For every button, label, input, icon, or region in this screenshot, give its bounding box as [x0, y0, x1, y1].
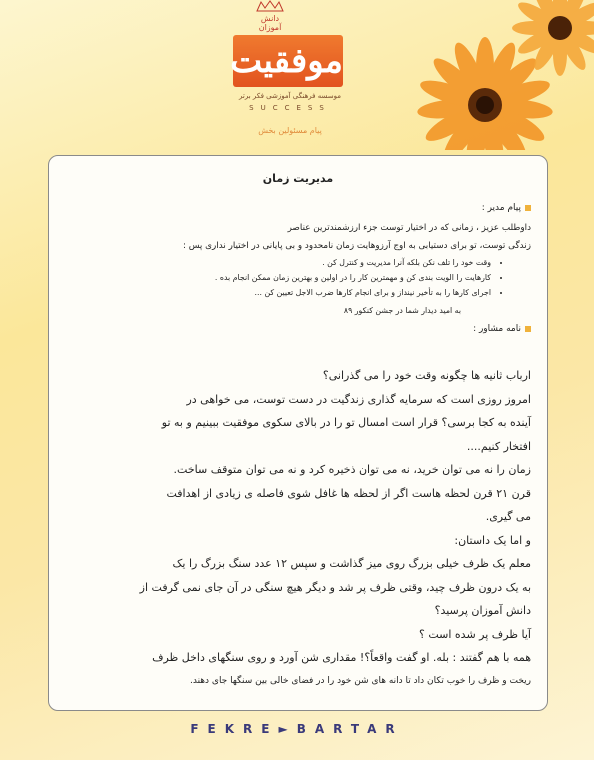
logo-english: SUCCESS — [249, 104, 331, 112]
flower-decoration-icon — [410, 0, 594, 150]
letter-line: به یک درون ظرف چید، وقتی ظرف پر شد و دیگر هیچ سنگی در آن جای نمی گرفت از — [139, 580, 531, 594]
advisor-section-label — [65, 324, 531, 334]
letter-line: معلم یک ظرف خیلی بزرگ روی میز گذاشت و سپس ۱۲ عدد سنگ بزرگ را یک — [172, 557, 531, 570]
manager-line: داوطلب عزیز ، زمانی که در اختیار توست جزء ارزشمندترین عناصر — [287, 223, 531, 233]
letter-line: ارباب ثانیه ها چگونه وقت خود را می گذرانی؟ — [322, 369, 531, 382]
letter-line: امروز روزی است که سرمایه گذاری زندگیت در دست توست، می خواهی در — [186, 392, 531, 406]
letter-line: و اما یک داستان: — [454, 533, 531, 547]
manager-section-label — [65, 203, 531, 213]
bullet-list — [65, 255, 531, 300]
footer-brand-left: FEKRE — [190, 722, 279, 736]
list-item: • وقت خود را تلف نکن بلکه آنرا مدیریت و کنترل کن . — [65, 255, 491, 270]
letter-line: زمان را نه می توان خرید، نه می توان ذخیره کرد و نه می توان متوقف ساخت. — [173, 463, 531, 476]
letter-line: آینده به کجا برسی؟ قرار است امسال تو را در بالای سکوی موفقیت ببینیم و به تو — [161, 416, 531, 429]
content-card — [48, 155, 548, 711]
manager-label: پیام مدیر : — [481, 203, 521, 213]
footer-brand — [0, 722, 594, 736]
top-emblem — [250, 0, 290, 32]
square-bullet-icon — [525, 205, 531, 211]
footer-brand-right: BARTAR — [296, 722, 404, 736]
advisor-label: نامه مشاور : — [473, 324, 521, 334]
letter-line: می گیری. — [485, 510, 531, 523]
manager-line: زندگی توست، تو برای دستیابی به اوج آرزوهایت زمان نامحدود و بی پایانی در اختیار نداری پس : — [182, 241, 531, 251]
page-title: مدیریت زمان — [262, 172, 334, 185]
list-item: • کارهایت را الویت بندی کن و مهمترین کار را در اولین و بهترین زمان ممکن انجام بده . — [65, 270, 491, 285]
letter-line: قرن ۲۱ قرن لحظه هاست اگر از لحظه ها غافل شوی فاصله ی زیادی از اهدافت — [166, 486, 531, 500]
tagline: پیام مسئولین بخش — [258, 126, 322, 135]
emblem-text: دانش آموزان — [258, 14, 282, 32]
letter-line: همه با هم گفتند : بله. او گفت واقعاً؟! مقداری شن آورد و روی سنگهای داخل ظرف — [152, 651, 531, 664]
letter-line: دانش آموزان پرسید؟ — [434, 604, 531, 617]
letter-line: آیا ظرف پر شده است ؟ — [419, 627, 531, 641]
logo: موفقیت — [233, 35, 343, 87]
signoff: به امید دیدار شما در جشن کنکور ۸۹ — [343, 306, 461, 315]
letter-line: افتخار کنیم.... — [466, 439, 531, 453]
square-bullet-icon — [525, 326, 531, 332]
crest-icon — [255, 0, 285, 12]
letter-line: ریخت و ظرف را خوب تکان داد تا دانه های شن خود را در فضای خالی بین سنگها جای دهند. — [189, 675, 531, 686]
manager-message — [65, 219, 531, 320]
logo-subtitle: موسسه فرهنگی آموزشی فکر برتر — [239, 92, 341, 100]
list-item: • اجرای کارها را به تأخیر نینداز و برای انجام کارها ضرب الاجل تعیین کن ... — [65, 285, 491, 300]
advisor-letter — [65, 364, 531, 693]
arrow-icon: ► — [278, 722, 297, 736]
